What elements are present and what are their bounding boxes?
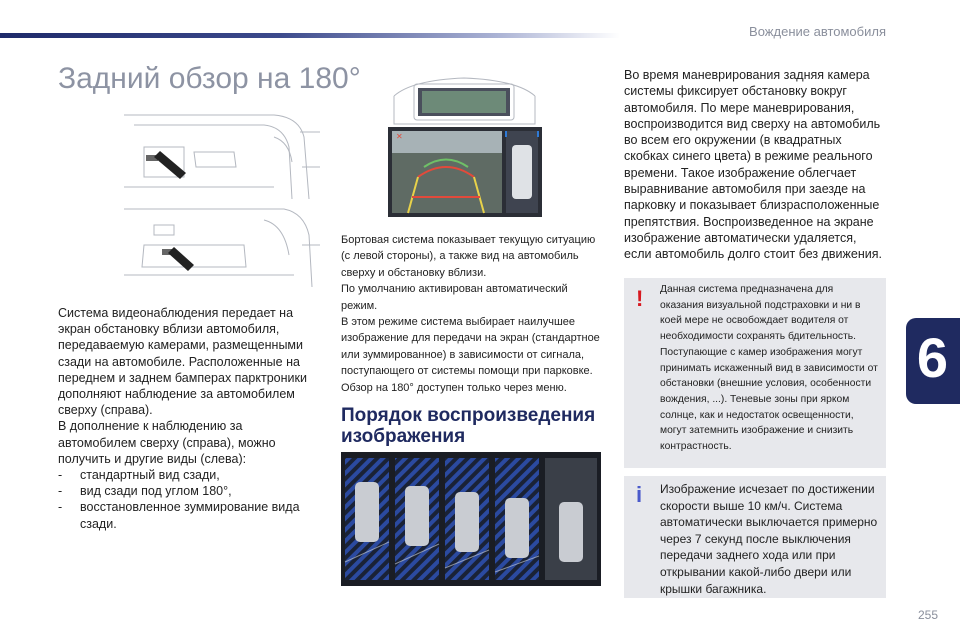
- list-item: - вид сзади под углом 180°,: [58, 483, 320, 499]
- system-paragraph-3: В этом режиме система выбирает наилучшее изображение для передачи на экран (стандартное или зуммированное) в зависимости от сигнала, поступающего от системы помощи при парковке.: [341, 316, 600, 378]
- info-icon: i: [636, 482, 643, 507]
- info-note: [624, 476, 886, 598]
- procedure-heading: Порядок воспроизведения изображения: [341, 405, 596, 447]
- warning-icon: !: [636, 286, 644, 311]
- views-paragraph: В дополнение к наблюдению за автомобилем сверху (справа), можно получить и другие виды (слева):: [58, 419, 276, 466]
- maneuver-paragraph: Во время маневрирования задняя камера системы фиксирует обстановку вокруг автомобиля. По мере маневрирования, воспроизводится вид сверху на автомобиль во всем его окружении (в квадратных скобках синего цвета) в режиме реального времени. Такое изображение облегчает выравнивание автомобиля при заезде на парковку и показывает близрасположенные препятствия. Воспроизведенное на экране изображение автоматически удаляется, если автомобиль долго стоит без движения.: [624, 68, 882, 262]
- page-number: 255: [917, 608, 938, 622]
- top-view-parking-illustration: [341, 452, 601, 586]
- camera-view-screen: [388, 127, 542, 217]
- system-description: [341, 232, 603, 396]
- svg-text:✕: ✕: [396, 132, 403, 141]
- rear-camera-illustration-bottom: [124, 205, 320, 287]
- list-item: - восстановленное зуммирование вида сзади.: [58, 499, 320, 531]
- warning-text: Данная система предназначена для оказания визуальной подстраховки и ни в коей мере не освобождает водителя от необходимости сохранять бдительность. Поступающие с камер изображения могут принимать искаженный вид в зависимости от обстановки (внешние условия, особенности вождения, ...). Теневые зоны при ярком солнце, как и недостаток освещенности, могут затемнить изображение и снизить контрастность.: [660, 284, 878, 453]
- list-item: - стандартный вид сзади,: [58, 467, 320, 483]
- intro-paragraph: Система видеонаблюдения передает на экран обстановку вблизи автомобиля, передаваемую камерами, размещенными сзади на автомобиле. Расположенные на переднем и заднем бамперах парктроники дополняют наблюдение за автомобилем сверху (справа).: [58, 306, 307, 418]
- system-paragraph-2: По умолчанию активирован автоматический режим.: [341, 283, 568, 312]
- header-gradient-bar: [0, 33, 620, 38]
- system-paragraph-1: Бортовая система показывает текущую ситуацию (с левой стороны), а также вид на автомобиль сверху и обстановку вблизи.: [341, 234, 596, 279]
- info-text: Изображение исчезает по достижении скорости выше 10 км/ч. Система автоматически выключается примерно через 7 секунд после выключения передачи заднего хода или при открывании какой-либо двери или крышки багажника.: [660, 482, 878, 596]
- section-title: Вождение автомобиля: [749, 24, 886, 39]
- views-list: [58, 467, 320, 532]
- dashboard-screen-illustration: [392, 76, 537, 126]
- system-paragraph-4: Обзор на 180° доступен только через меню.: [341, 381, 567, 394]
- maneuver-description: [624, 67, 886, 263]
- page-title: Задний обзор на 180°: [58, 62, 361, 95]
- intro-text: [58, 305, 320, 532]
- chapter-number: 6: [916, 326, 948, 389]
- warning-note: [624, 278, 886, 468]
- rear-camera-illustration-top: [124, 107, 320, 199]
